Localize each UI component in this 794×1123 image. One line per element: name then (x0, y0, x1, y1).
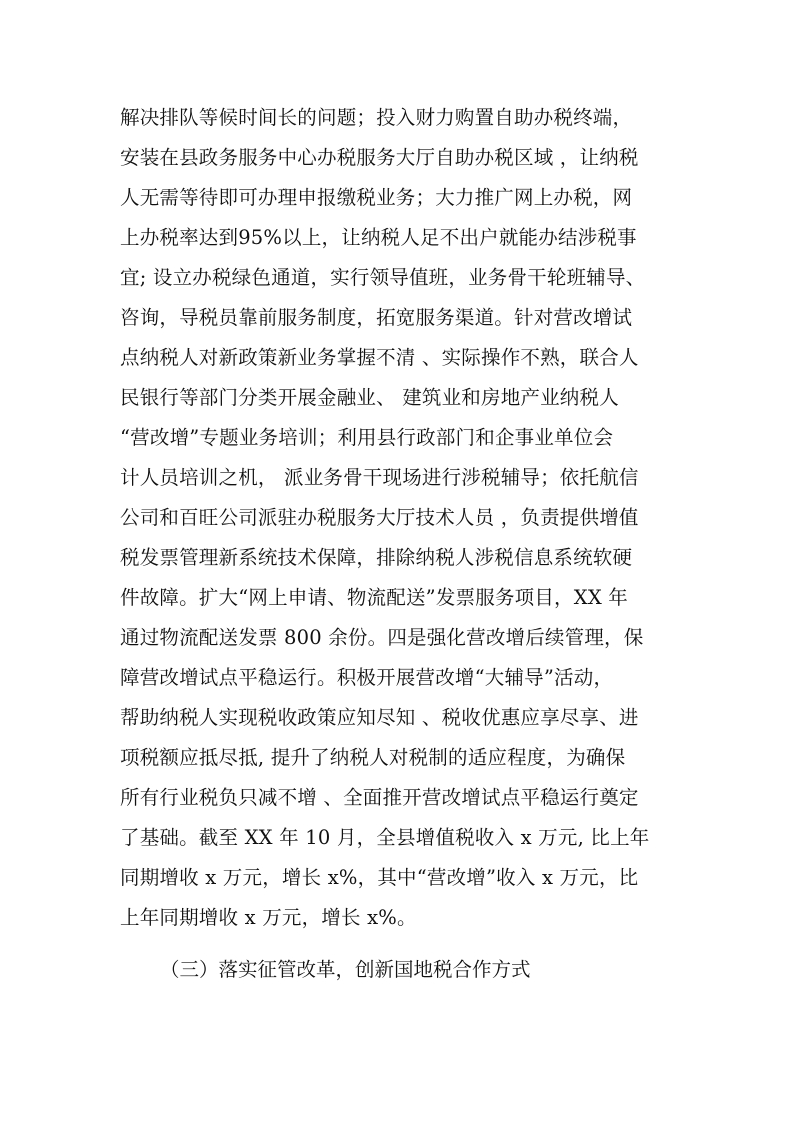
text-line: 上办税率达到95%以上，让纳税人足不出户就能办结涉税事 (120, 226, 637, 249)
text-line: 同期增收 x 万元，增长 x%，其中“营改增”收入 x 万元，比 (120, 866, 639, 889)
text-line: 民银行等部门分类开展金融业、 建筑业和房地产业纳税人 (120, 386, 619, 409)
text-line: 点纳税人对新政策新业务掌握不清 、实际操作不熟，联合人 (120, 346, 639, 369)
text-line: 障营改增试点平稳运行。积极开展营改增“大辅导”活动， (120, 666, 614, 689)
section-heading: （三）落实征管改革，创新国地税合作方式 (160, 958, 531, 981)
text-line: 所有行业税负只减不增 、全面推开营改增试点平稳运行奠定 (120, 786, 639, 809)
text-line: 了基础。截至 XX 年 10 月，全县增值税收入 x 万元, 比上年 (120, 826, 650, 849)
text-line: 上年同期增收 x 万元，增长 x%。 (120, 906, 417, 929)
text-line: “营改增”专题业务培训；利用县行政部门和企事业单位会 (120, 426, 614, 449)
body-paragraph (120, 98, 690, 938)
text-line: 安装在县政务服务中心办税服务大厅自助办税区域 ，让纳税 (120, 146, 639, 169)
text-line: 咨询，导税员靠前服务制度，拓宽服务渠道。针对营改增试 (120, 306, 633, 329)
text-line: 通过物流配送发票 800 余份。四是强化营改增后续管理，保 (120, 626, 644, 649)
text-line: 公司和百旺公司派驻办税服务大厅技术人员 ，负责提供增值 (120, 506, 639, 529)
text-line: 件故障。扩大“网上申请、物流配送”发票服务项目，XX 年 (120, 586, 629, 609)
text-line: 宜; 设立办税绿色通道，实行领导值班，业务骨干轮班辅导、 (120, 266, 646, 289)
text-line: 人无需等待即可办理申报缴税业务；大力推广网上办税，网 (120, 186, 633, 209)
text-line: 税发票管理新系统技术保障，排除纳税人涉税信息系统软硬 (120, 546, 633, 569)
text-line: 帮助纳税人实现税收政策应知尽知 、税收优惠应享尽享、进 (120, 706, 639, 729)
text-line: 项税额应抵尽抵, 提升了纳税人对税制的适应程度，为确保 (120, 746, 626, 769)
text-line: 计人员培训之机， 派业务骨干现场进行涉税辅导；依托航信 (120, 466, 639, 489)
text-line: 解决排队等候时间长的问题；投入财力购置自助办税终端， (120, 106, 633, 129)
